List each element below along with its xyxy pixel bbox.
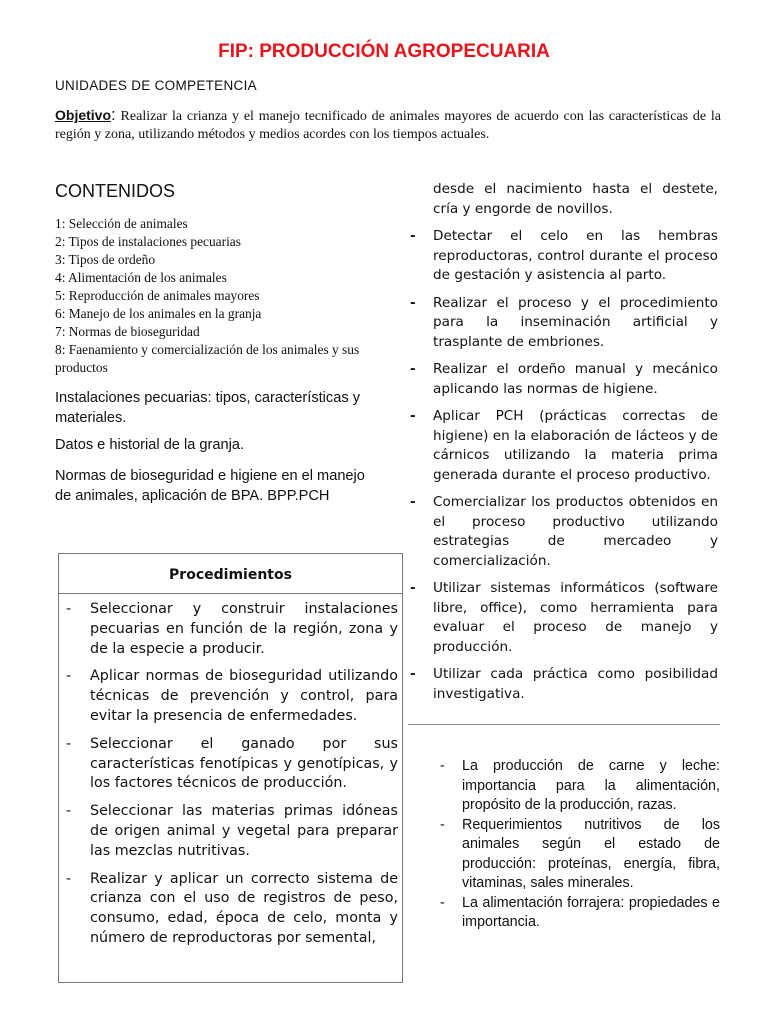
dash-bullet: - — [410, 580, 416, 596]
list-item-text: Requerimientos nutritivos de los animales según el estado de producción: proteínas, energía, fibra, vitaminas, sales minerales. — [462, 816, 720, 891]
contents-item: 1: Selección de animales — [55, 216, 188, 231]
procedure-item — [408, 227, 718, 286]
dash-bullet: - — [440, 816, 445, 833]
dash-bullet: - — [66, 668, 72, 685]
list-item-text: La alimentación forrajera: propiedades e importancia. — [462, 894, 720, 930]
procedure-item — [59, 667, 398, 726]
table-divider — [408, 724, 720, 725]
bottom-contents-list — [438, 757, 720, 933]
procedure-item — [59, 600, 398, 659]
procedure-text: Aplicar PCH (prácticas correctas de higiene) en la elaboración de lácteos y de cárnicos utilizando la materia prima generada durante el proceso productivo. — [433, 408, 718, 483]
dash-bullet: - — [66, 735, 72, 752]
contents-list — [55, 215, 385, 377]
procedures-list — [59, 594, 402, 949]
procedure-text: Aplicar normas de bioseguridad utilizando técnicas de prevención y control, para evitar la presencia de enfermedades. — [90, 668, 398, 724]
procedure-text: Realizar y aplicar un correcto sistema de crianza con el uso de registros de peso, consumo, edad, época de celo, monta y número de reproductoras por semental, — [90, 870, 398, 946]
list-item — [438, 816, 720, 894]
units-heading: UNIDADES DE COMPETENCIA — [55, 78, 257, 93]
dash-bullet: - — [410, 666, 416, 682]
dash-bullet: - — [410, 228, 416, 244]
contents-item: 5: Reproducción de animales mayores — [55, 288, 260, 303]
contents-item: 4: Alimentación de los animales — [55, 270, 227, 285]
continuation-text: desde el nacimiento hasta el destete, cría y engorde de novillos. — [433, 181, 718, 217]
procedure-item — [408, 665, 718, 704]
paragraph-biosecurity: Normas de bioseguridad e higiene en el manejo de animales, aplicación de BPA. BPP.PCH — [55, 468, 365, 504]
list-item-text: La producción de carne y leche: importancia para la alimentación, propósito de la producción, razas. — [462, 758, 720, 813]
contents-item: 2: Tipos de instalaciones pecuarias — [55, 234, 241, 249]
procedure-text: Utilizar cada práctica como posibilidad investigativa. — [433, 666, 718, 702]
procedure-item — [59, 870, 398, 949]
procedure-item — [408, 493, 718, 571]
objective-paragraph — [55, 106, 721, 144]
procedures-heading: Procedimientos — [59, 554, 402, 594]
procedure-item — [408, 579, 718, 657]
procedure-text: Comercializar los productos obtenidos en el proceso productivo utilizando estrategias de mercadeo y comercialización. — [433, 494, 718, 569]
objective-colon: : — [111, 105, 116, 124]
dash-bullet: - — [66, 601, 72, 617]
procedure-text: Seleccionar las materias primas idóneas de origen animal y vegetal para preparar las mezclas nutritivas. — [90, 803, 398, 859]
procedures-table — [58, 553, 403, 983]
contents-item: 7: Normas de bioseguridad — [55, 324, 200, 339]
continuation-item — [408, 180, 718, 219]
contents-item: 3: Tipos de ordeño — [55, 252, 156, 267]
contents-item: 6: Manejo de los animales en la granja — [55, 306, 262, 321]
dash-bullet: - — [66, 803, 72, 820]
dash-bullet: - — [440, 758, 445, 774]
dash-bullet: - — [440, 894, 445, 911]
right-procedures-list — [408, 180, 718, 712]
procedure-item — [59, 802, 398, 861]
procedure-text: Detectar el celo en las hembras reproductoras, control durante el proceso de gestación y asistencia al parto. — [433, 228, 718, 283]
dash-bullet: - — [66, 870, 72, 887]
page-title: FIP: PRODUCCIÓN AGROPECUARIA — [218, 41, 550, 62]
dash-bullet: - — [410, 494, 416, 510]
dash-bullet: - — [410, 361, 416, 377]
procedure-text: Seleccionar el ganado por sus características fenotípicas y genotípicas, y los factores técnicos de producción. — [90, 735, 398, 792]
paragraph-installations: Instalaciones pecuarias: tipos, características y materiales. — [55, 390, 360, 426]
procedure-item — [59, 735, 398, 794]
dash-bullet: - — [410, 408, 416, 424]
procedure-text: Seleccionar y construir instalaciones pecuarias en función de la región, zona y de la especie a producir. — [90, 601, 398, 657]
contents-heading: CONTENIDOS — [55, 181, 176, 201]
objective-text: Realizar la crianza y el manejo tecnificado de animales mayores de acuerdo con las características de la región y zona, utilizando métodos y medios acordes con los tiempos actuales. — [55, 109, 722, 142]
list-item — [438, 757, 720, 816]
procedure-item — [408, 360, 718, 399]
dash-bullet: - — [410, 294, 416, 311]
procedure-item — [408, 407, 718, 485]
procedure-text: Realizar el ordeño manual y mecánico aplicando las normas de higiene. — [433, 361, 718, 397]
contents-item: 8: Faenamiento y comercialización de los animales y sus productos — [55, 342, 360, 375]
procedure-text: Realizar el proceso y el procedimiento para la inseminación artificial y trasplante de embriones. — [433, 294, 718, 350]
paragraph-farm-data: Datos e historial de la granja. — [55, 437, 245, 453]
list-item — [438, 894, 720, 933]
procedure-item — [408, 294, 718, 353]
objective-label: Objetivo — [55, 107, 112, 123]
procedure-text: Utilizar sistemas informáticos (software libre, office), como herramienta para evaluar el proceso de manejo y producción. — [433, 580, 718, 655]
